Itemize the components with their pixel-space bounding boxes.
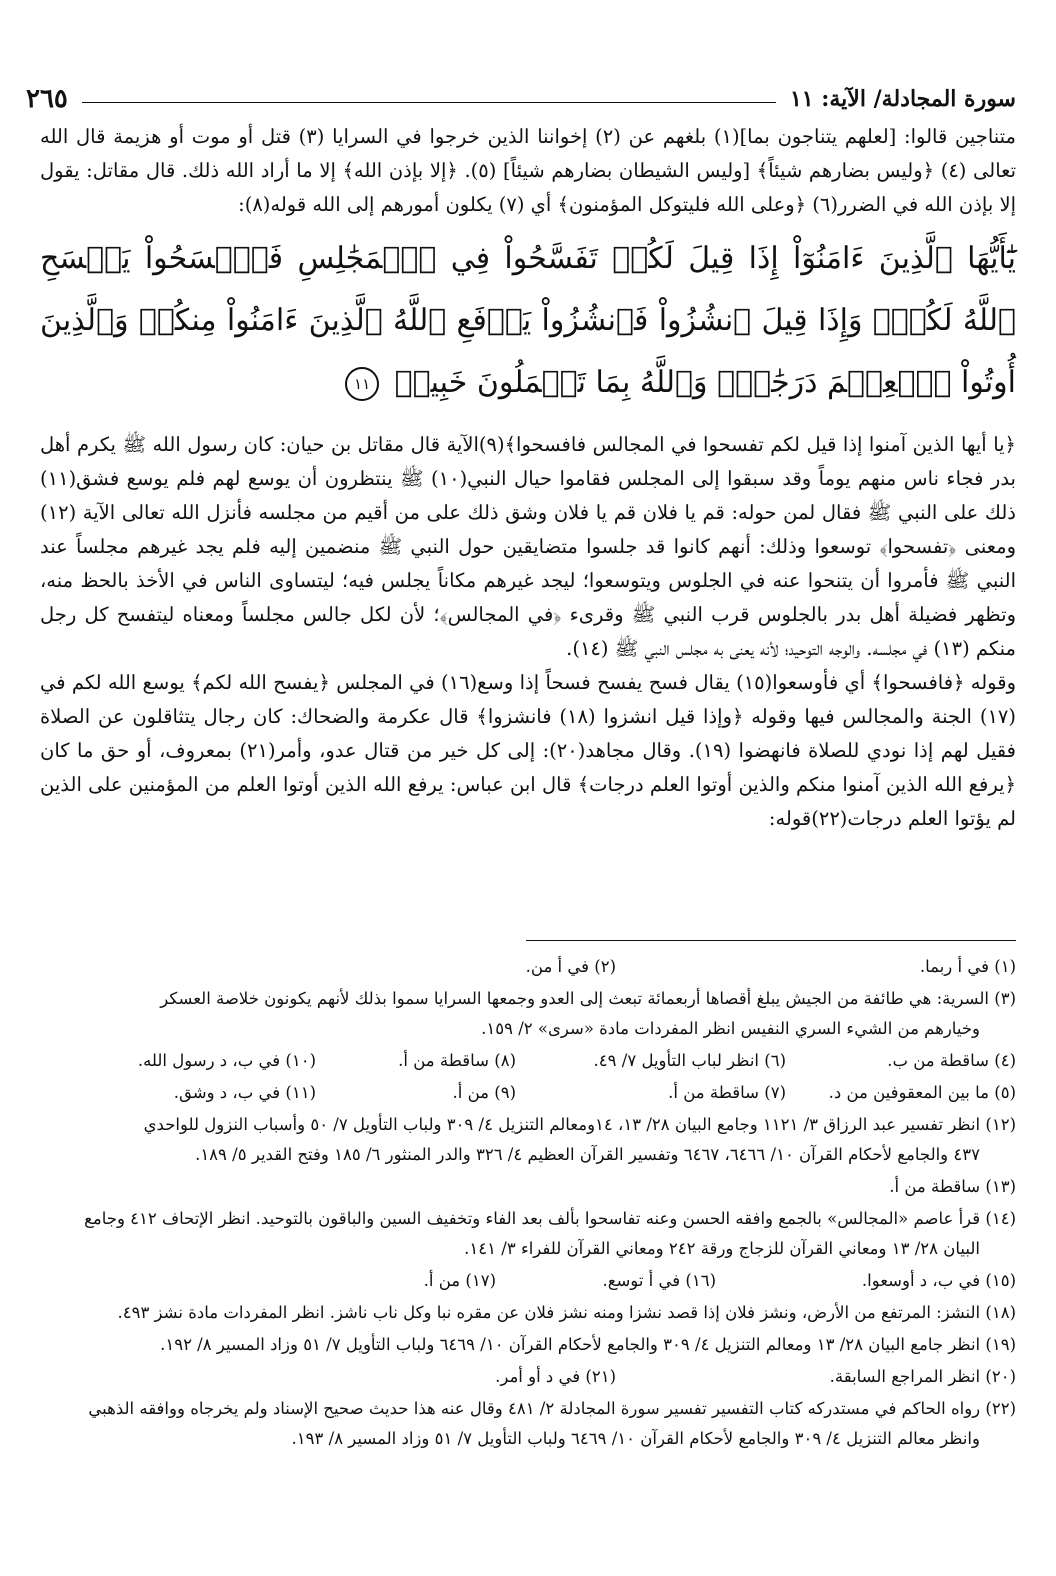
footnote-3 [40,984,1016,1044]
page-header [26,84,1016,114]
footnote-22 [40,1394,1016,1454]
page-number: ٢٦٥ [26,84,68,114]
footnote-13: (١٣) ساقطة من أ. [889,1177,1016,1196]
surah-title: سورة المجادلة/ الآية: ١١ [789,86,1016,112]
footnote-row [40,1266,1016,1296]
footnote-12-text: (١٢) انظر تفسير عبد الرزاق ٣/ ١١٢١ وجامع البيان ٢٨/ ١٣، ١٤ومعالم التنزيل ٤/ ٣٠٩ ولباب التأويل ٧/ ٥٠ وأسباب النزول للواحدي [143,1115,1016,1134]
quran-verse [40,228,1016,414]
footnote-15: (١٥) في ب، د أوسعوا. [861,1271,1016,1290]
commentary-body [40,120,1016,836]
footnote-8: (٨) ساقطة من أ. [398,1051,516,1070]
footnote-row [40,1362,1016,1392]
ayah-number-marker: ١١ [345,367,379,401]
footnote-4: (٤) ساقطة من ب. [887,1051,1016,1070]
header-rule [82,102,776,103]
footnote-1: (١) في أ ربما. [919,957,1016,976]
footnote-2: (٢) في أ من. [525,957,616,976]
footnote-6: (٦) انظر لباب التأويل ٧/ ٤٩. [593,1051,786,1070]
footnote-22-continuation: وانظر معالم التنزيل ٤/ ٣٠٩ والجامع لأحكام القرآن ١٠/ ٦٤٦٩ ولباب التأويل ٧/ ٥١ وزاد المسير ٨/ ١٩٣. [291,1429,980,1448]
footnote-row [40,1046,1016,1076]
footnote-5: (٥) ما بين المعقوفين من د. [828,1083,1016,1102]
footnote-14 [40,1204,1016,1264]
footnote-17: (١٧) من أ. [423,1271,496,1290]
footnote-16: (١٦) في أ توسع. [602,1271,716,1290]
paragraph-1: متناجين قالوا: [لعلهم يتناجون بما](١) بلغهم عن (٢) إخواننا الذين خرجوا في السرايا (٣) قتل أو موت أو هزيمة قال الله تعالى (٤) ﴿وليس بضارهم شيئاً﴾ [وليس الشيطان بضارهم شيئاً] (٥). ﴿إلا بإذن الله﴾ إلا ما أراد الله ذلك. قال مقاتل: يقول إلا بإذن الله في الضرر(٦) ﴿وعلى الله فليتوكل المؤمنون﴾ أي (٧) يكلون أمورهم إلى الله قوله(٨): [40,125,1017,216]
footnote-row [40,952,1016,982]
footnote-14-continuation: البيان ٢٨/ ١٣ ومعاني القرآن للزجاج ورقة ٢٤٢ ومعاني القرآن للفراء ٣/ ١٤١. [464,1239,980,1258]
footnote-row [40,1078,1016,1108]
footnote-12-continuation: ٤٣٧ والجامع لأحكام القرآن ١٠/ ٦٤٦٦، ٦٤٦٧ وتفسير القرآن العظيم ٤/ ٣٢٦ والدر المنثور ٦/ ١٨٥ وفتح القدير ٥/ ١٨٩. [195,1145,980,1164]
footnote-10: (١٠) في ب، د رسول الله. [137,1051,316,1070]
footnote-22-text: (٢٢) رواه الحاكم في مستدركه كتاب التفسير تفسير سورة المجادلة ٢/ ٤٨١ وقال عنه هذا حديث صحيح الإسناد ولم يخرجاه ووافقه الذهبي [88,1399,1016,1418]
footnote-14-text: (١٤) قرأ عاصم «المجالس» بالجمع وافقه الحسن وعنه تفاسحوا بألف بعد الفاء وتخفيف السين والباقون بالتوحيد. انظر الإتحاف ٤١٢ وجامع [84,1209,1016,1228]
verse-text: يَٰٓأَيُّهَا ٱلَّذِينَ ءَامَنُوٓاْ إِذَا قِيلَ لَكُمۡ تَفَسَّحُواْ فِي ٱلۡمَجَٰلِسِ فَٱفۡسَحُواْ يَفۡسَحِ ٱللَّهُ لَكُمۡۖ وَإِذَا قِيلَ ٱنشُزُواْ فَٱنشُزُواْ يَرۡفَعِ ٱللَّهُ ٱلَّذِينَ ءَامَنُواْ مِنكُمۡ وَٱلَّذِينَ أُوتُواْ ٱلۡعِلۡمَ دَرَجَٰتٖۚ وَٱللَّهُ بِمَا تَعۡمَلُونَ خَبِيرٞ [40,241,1016,400]
footnotes [40,952,1016,1456]
footnote-18: (١٨) النشز: المرتفع من الأرض، ونشز فلان إذا قصد نشزا ومنه نشز فلان عن مقره نبا وكل ناب ناشز. انظر المفردات مادة نشز ٤٩٣. [117,1303,1016,1322]
footnote-12 [40,1110,1016,1170]
footnote-11: (١١) في ب، د وشق. [173,1083,316,1102]
paragraph-2: ﴿يا أيها الذين آمنوا إذا قيل لكم تفسحوا في المجالس فافسحوا﴾(٩)الآية قال مقاتل بن حيان: كان رسول الله ﷺ يكرم أهل بدر فجاء ناس منهم يوماً وقد سبقوا إلى المجلس فقاموا حيال النبي(١٠) ﷺ ينتظرون أن يوسع لهم فلم يوسع فشق(١١) ذلك على النبي ﷺ فقال لمن حوله: قم يا فلان قم يا فلان وشق ذلك على من أقيم من مجلسه فأنزل الله تعالى الآية (١٢) ومعنى ﴿تفسحوا﴾ توسعوا وذلك: أنهم كانوا قد جلسوا متضايقين حول النبي ﷺ منضمين إليه فلم يجد غيرهم مجلساً عند النبي ﷺ فأمروا أن يتنحوا عنه في الجلوس ويتوسعوا؛ ليجد غيرهم مكاناً يجلس فيه؛ ليتساوى الناس في الأخذ بالحظ منه، وتظهر فضيلة أهل بدر بالجلوس قرب النبي ﷺ وقرىء ﴿في المجالس﴾؛ لأن لكل جالس مجلساً ومعناه ليتفسح كل رجل منكم (١٣) في مجلسه. والوجه التوحيد؛ لأنه يعنى به مجلس النبي ﷺ (١٤). [40,433,1016,660]
footnote-20: (٢٠) انظر المراجع السابقة. [829,1367,1016,1386]
footnote-9: (٩) من أ. [452,1083,516,1102]
footnote-19: (١٩) انظر جامع البيان ٢٨/ ١٣ ومعالم التنزيل ٤/ ٣٠٩ والجامع لأحكام القرآن ١٠/ ٦٤٦٩ ولباب التأويل ٧/ ٥١ وزاد المسير ٨/ ١٩٢. [160,1335,1016,1354]
footnote-separator [526,940,1016,941]
footnote-3-text: (٣) السرية: هي طائفة من الجيش يبلغ أقصاها أربعمائة تبعث إلى العدو وجمعها السرايا سموا بذلك لأنهم يكونون خلاصة العسكر [160,989,1016,1008]
footnote-7: (٧) ساقطة من أ. [668,1083,786,1102]
paragraph-3: وقوله ﴿فافسحوا﴾ أي فأوسعوا(١٥) يقال فسح يفسح فسحاً إذا وسع(١٦) في المجلس ﴿يفسح الله لكم﴾ يوسع الله لكم في (١٧) الجنة والمجالس فيها وقوله ﴿وإذا قيل انشزوا (١٨) فانشزوا﴾ قال عكرمة والضحاك: كان رجال يتثاقلون عن الصلاة فقيل لهم إذا نودي للصلاة فانهضوا (١٩). وقال مجاهد(٢٠): إلى كل خير من قتال عدو، وأمر(٢١) بمعروف، أو حق ما كان ﴿يرفع الله الذين آمنوا منكم والذين أوتوا العلم درجات﴾ قال ابن عباس: يرفع الله الذين أوتوا العلم من المؤمنين على الذين لم يؤتوا العلم درجات(٢٢)قوله: [40,671,1016,830]
footnote-21: (٢١) في د أو أمر. [495,1367,616,1386]
footnote-3-continuation: وخيارهم من الشيء السري النفيس انظر المفردات مادة «سرى» ٢/ ١٥٩. [481,1019,980,1038]
